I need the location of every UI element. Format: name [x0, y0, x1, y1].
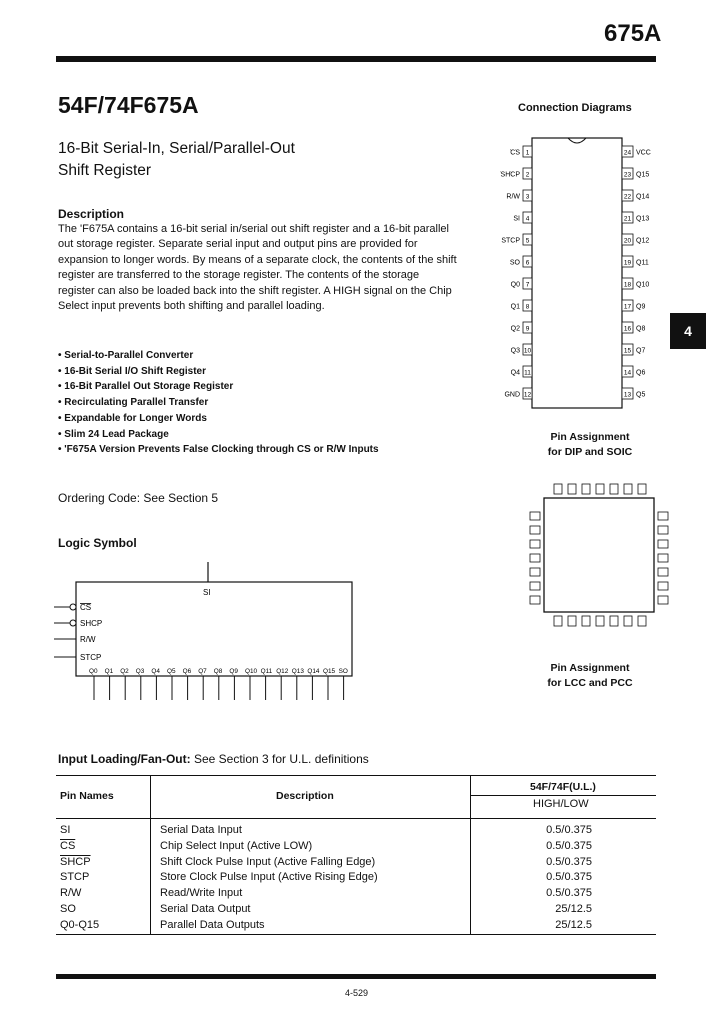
- row-load: 25/12.5: [555, 903, 592, 915]
- dip-caption-line-1: Pin Assignment: [550, 431, 630, 443]
- logic-output-label: Q5: [167, 668, 176, 675]
- row-desc: Serial Data Output: [160, 903, 251, 915]
- feature-item: • Slim 24 Lead Package: [58, 427, 379, 443]
- row-pin: $\overline{CS}$: [60, 839, 76, 852]
- dip-pin-name: R/W: [506, 193, 520, 201]
- dip-pin-number: 11: [524, 369, 531, 377]
- ordering-label: Ordering Code:: [58, 491, 141, 505]
- lcc-pad-bottom: [582, 616, 590, 626]
- dip-notch: [568, 138, 586, 143]
- dip-pin-name: Q3: [510, 347, 520, 355]
- lcc-pad-right: [658, 512, 668, 520]
- logic-output-label: Q4: [151, 668, 160, 675]
- input-loading-value: See Section 3 for U.L. definitions: [193, 752, 369, 766]
- dip-pins: [501, 146, 651, 399]
- dip-pin-number: 22: [623, 193, 632, 201]
- row-pin: SHCP: [60, 855, 91, 868]
- dip-pin-name: Q8: [636, 325, 646, 333]
- dip-pin-name: VCC: [636, 149, 651, 157]
- lcc-pad-left: [530, 540, 540, 548]
- dip-pin-number: 2: [525, 171, 530, 179]
- dip-pin-name: Q15: [636, 171, 650, 179]
- row-load: 0.5/0.375: [546, 871, 592, 884]
- logic-symbol-diagram: [50, 560, 370, 710]
- dip-pin-number: 16: [623, 325, 632, 333]
- dip-pin-number: 1: [525, 149, 530, 157]
- dip-pin-number: 3: [525, 193, 530, 201]
- lcc-pad-top: [596, 484, 604, 494]
- lcc-pad-right: [658, 582, 668, 590]
- row-desc: Parallel Data Outputs: [160, 918, 265, 931]
- dip-pin-name: Q14: [636, 193, 650, 201]
- logic-output-label: Q0: [89, 668, 98, 675]
- dip-pin-name: Q0: [510, 281, 520, 289]
- dip-pin-name: Q10: [636, 281, 650, 289]
- dip-pin-name: STCP: [501, 237, 520, 245]
- connection-diagrams-heading: Connection Diagrams: [518, 102, 632, 114]
- row-load: 0.5/0.375: [546, 887, 592, 900]
- table-col-divider-2: [470, 775, 471, 935]
- feature-item: • Serial-to-Parallel Converter: [58, 348, 379, 364]
- logic-output-label: SO: [338, 668, 348, 675]
- logic-input-cs: CS: [80, 603, 92, 612]
- dip-caption-line-2: for DIP and SOIC: [547, 446, 633, 458]
- row-desc: Serial Data Input: [160, 824, 242, 836]
- lcc-pad-left: [530, 554, 540, 562]
- dip-pin-number: 18: [623, 281, 632, 289]
- logic-output-label: Q3: [135, 668, 145, 675]
- lcc-pad-bottom: [596, 616, 604, 626]
- logic-outputs: [89, 668, 348, 700]
- feature-item: • 16-Bit Serial I/O Shift Register: [58, 364, 379, 380]
- dip-pin-name: Q11: [636, 259, 649, 267]
- dip-pin-number: 8: [525, 303, 530, 311]
- logic-output-label: Q2: [120, 668, 129, 675]
- dip-pin-name: Q7: [636, 347, 646, 355]
- part-number: 54F/74F675A: [58, 92, 199, 118]
- logic-input-shcp: SHCP: [80, 619, 103, 628]
- dip-pin-name: Q4: [510, 369, 520, 377]
- lcc-caption-line-1: Pin Assignment: [550, 662, 630, 674]
- logic-symbol-heading: Logic Symbol: [58, 536, 137, 550]
- input-loading-label: Input Loading/Fan-Out:: [58, 752, 191, 766]
- logic-symbol-body: [76, 582, 352, 676]
- dip-pin-name: CS: [510, 149, 520, 157]
- row-pin: SI: [60, 824, 71, 836]
- subtitle-line-2: Shift Register: [58, 162, 152, 179]
- lcc-pad-top: [582, 484, 590, 494]
- input-loading-heading: [58, 752, 369, 766]
- lcc-pad-top: [568, 484, 576, 494]
- lcc-pad-right: [658, 596, 668, 604]
- dip-caption: [530, 430, 650, 460]
- dip-pin-name: Q6: [636, 369, 646, 377]
- lcc-pad-left: [530, 582, 540, 590]
- dip-pin-name: SHCP: [500, 171, 520, 179]
- page-code: 675A: [604, 20, 662, 47]
- lcc-pad-bottom: [554, 616, 562, 626]
- dip-pin-number: 17: [623, 303, 632, 311]
- subtitle-line-1: 16-Bit Serial-In, Serial/Parallel-Out: [58, 140, 295, 157]
- lcc-pad-top: [610, 484, 618, 494]
- row-load: 0.5/0.375: [546, 824, 592, 836]
- dip-pin-name: Q13: [636, 215, 650, 223]
- table-bottom-rule: [56, 934, 656, 935]
- dip-pin-number: 9: [525, 325, 530, 333]
- dip-diagram: [480, 128, 680, 418]
- lcc-pad-right: [658, 554, 668, 562]
- row-desc: Store Clock Pulse Input (Active Rising Edge): [160, 871, 378, 884]
- row-desc: Read/Write Input: [160, 887, 243, 900]
- table-header-rule: [56, 818, 656, 819]
- row-load: 25/12.5: [555, 918, 592, 931]
- dip-pin-name: SI: [513, 215, 520, 223]
- feature-item: • 16-Bit Parallel Out Storage Register: [58, 379, 379, 395]
- dip-pin-name: GND: [504, 391, 520, 399]
- lcc-pad-right: [658, 540, 668, 548]
- dip-pin-number: 5: [525, 237, 530, 245]
- row-load: 0.5/0.375: [546, 839, 592, 852]
- dip-body: [532, 138, 622, 408]
- row-pin: Q0-Q15: [60, 918, 100, 931]
- dip-pin-number: 21: [623, 215, 632, 223]
- row-load: 0.5/0.375: [546, 855, 592, 868]
- logic-output-label: Q8: [213, 668, 223, 675]
- lcc-pad-left: [530, 512, 540, 520]
- dip-pin-number: 12: [523, 391, 532, 399]
- dip-pin-name: SO: [509, 259, 520, 267]
- col-load-line-2: HIGH/LOW: [533, 798, 589, 810]
- dip-pin-name: Q12: [636, 237, 650, 245]
- table-load-rule: [470, 795, 656, 796]
- row-pin: R/W: [60, 887, 82, 900]
- lcc-pad-bottom: [610, 616, 618, 626]
- lcc-pad-bottom: [568, 616, 576, 626]
- lcc-pad-left: [530, 526, 540, 534]
- row-pin: SO: [60, 903, 76, 915]
- lcc-pad-left: [530, 596, 540, 604]
- row-desc: Chip Select Input (Active LOW): [160, 839, 313, 852]
- dip-pin-number: 20: [623, 237, 632, 245]
- bottom-rule: [56, 974, 656, 979]
- lcc-pad-top: [638, 484, 646, 494]
- col-pin-names: Pin Names: [60, 790, 114, 802]
- dip-pin-number: 24: [623, 149, 632, 157]
- dip-pin-number: 23: [623, 171, 632, 179]
- dip-pin-number: 19: [623, 259, 632, 267]
- dip-pin-number: 10: [523, 347, 532, 355]
- logic-output-label: Q1: [104, 668, 114, 675]
- lcc-body: [544, 498, 654, 612]
- logic-output-label: Q15: [323, 668, 336, 675]
- row-desc: Shift Clock Pulse Input (Active Falling Edge): [160, 855, 376, 868]
- table-top-rule: [56, 775, 656, 776]
- logic-output-label: Q13: [291, 668, 304, 675]
- logic-si-label: SI: [203, 588, 211, 597]
- dip-pin-number: 7: [525, 281, 530, 289]
- table-col-divider-1: [150, 775, 151, 935]
- logic-input-rw: R/W: [80, 635, 96, 644]
- dip-pin-number: 4: [525, 215, 530, 223]
- dip-pin-name: Q1: [510, 303, 520, 311]
- logic-output-label: Q12: [276, 668, 289, 675]
- lcc-pad-right: [658, 568, 668, 576]
- logic-input-stcp: STCP: [80, 653, 102, 662]
- feature-item: • 'F675A Version Prevents False Clocking through CS or R/W Inputs: [58, 442, 379, 458]
- lcc-diagram: [508, 472, 688, 642]
- ordering-value: See Section 5: [143, 491, 219, 505]
- dip-pin-name: Q5: [636, 391, 646, 399]
- ordering-code: [58, 491, 218, 505]
- dip-pin-number: 6: [525, 259, 530, 267]
- dip-pin-number: 13: [623, 391, 632, 399]
- lcc-pad-bottom: [638, 616, 646, 626]
- description-body: The 'F675A contains a 16-bit serial in/serial out shift register and a 16-bit parallel out storage register. Separate serial input and output pins are provided for expansion to longer words. By means of a separate clock, the contents of the shift register are transferred to the storage register. The contents of the storage register can also be loaded back into the shift register. A HIGH signal on the Chip Select input prevents both shifting and parallel loading.: [58, 223, 457, 313]
- lcc-caption: [530, 661, 650, 691]
- logic-output-label: Q7: [198, 668, 207, 675]
- top-rule: [56, 56, 656, 62]
- subtitle: [58, 138, 295, 182]
- col-description: Description: [276, 790, 334, 802]
- feature-item: • Recirculating Parallel Transfer: [58, 395, 379, 411]
- logic-output-label: Q6: [182, 668, 192, 675]
- logic-output-label: Q14: [307, 668, 320, 675]
- feature-item: • Expandable for Longer Words: [58, 411, 379, 427]
- dip-pin-name: Q2: [510, 325, 520, 333]
- logic-output-label: Q9: [229, 668, 238, 675]
- lcc-pad-top: [624, 484, 632, 494]
- row-pin: STCP: [60, 871, 90, 884]
- section-tab: 4: [670, 313, 706, 349]
- col-load-line-1: 54F/74F(U.L.): [530, 781, 596, 793]
- dip-pin-number: 14: [623, 369, 632, 377]
- lcc-pad-right: [658, 526, 668, 534]
- logic-output-label: Q10: [245, 668, 258, 675]
- lcc-pads: [530, 484, 668, 626]
- page-number: 4-529: [345, 988, 369, 998]
- lcc-pad-left: [530, 568, 540, 576]
- lcc-pad-top: [554, 484, 562, 494]
- dip-pin-name: Q9: [636, 303, 646, 311]
- dip-pin-number: 15: [623, 347, 632, 355]
- description-heading: Description: [58, 207, 125, 221]
- lcc-pad-bottom: [624, 616, 632, 626]
- lcc-caption-line-2: for LCC and PCC: [547, 677, 633, 689]
- feature-list: [58, 348, 379, 458]
- logic-output-label: Q11: [260, 668, 273, 675]
